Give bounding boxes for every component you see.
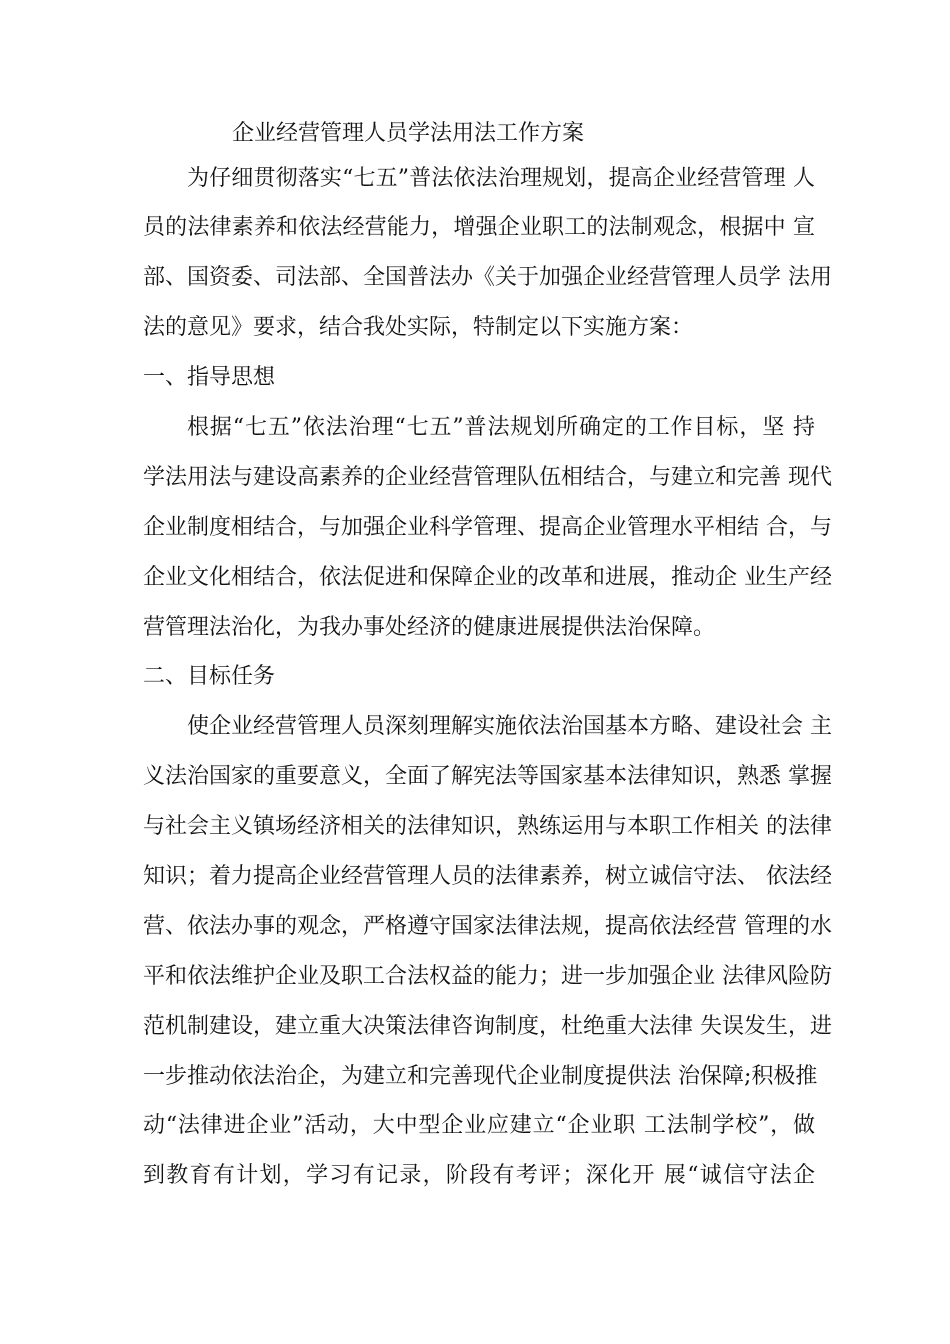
paragraph-line: 法的意见》要求，结合我处实际，特制定以下实施方案： <box>143 315 694 340</box>
document-title: 企业经营管理人员学法用法工作方案 <box>232 121 585 146</box>
paragraph-line: 义法治国家的重要意义，全面了解宪法等国家基本法律知识，熟悉 掌握 <box>143 764 832 789</box>
paragraph-line: 学法用法与建设高素养的企业经营管理队伍相结合，与建立和完善 现代 <box>143 465 832 490</box>
paragraph-line: 到教育有计划，学习有记录，阶段有考评；深化开 展“诚信守法企 <box>143 1163 815 1188</box>
paragraph-line: 范机制建设，建立重大决策法律咨询制度，杜绝重大法律 失误发生，进 <box>143 1014 832 1039</box>
paragraph-line: 营、依法办事的观念，严格遵守国家法律法规，提高依法经营 管理的水 <box>143 914 832 939</box>
paragraph-line: 知识；着力提高企业经营管理人员的法律素养，树立诚信守法、 依法经 <box>143 864 832 889</box>
paragraph-line: 企业制度相结合，与加强企业科学管理、提高企业管理水平相结 合，与 <box>143 515 832 540</box>
section-heading-objectives: 二、目标任务 <box>143 664 276 689</box>
paragraph-line: 员的法律素养和依法经营能力，增强企业职工的法制观念，根据中 宣 <box>143 215 815 240</box>
section-heading-guiding-ideology: 一、指导思想 <box>143 365 276 390</box>
paragraph-line: 动“法律进企业”活动，大中型企业应建立“企业职 工法制学校”，做 <box>143 1113 815 1138</box>
paragraph-line: 平和依法维护企业及职工合法权益的能力；进一步加强企业 法律风险防 <box>143 964 832 989</box>
paragraph-line: 部、国资委、司法部、全国普法办《关于加强企业经营管理人员学 法用 <box>143 265 832 290</box>
paragraph-line: 一步推动依法治企，为建立和完善现代企业制度提供法 治保障;积极推 <box>143 1064 818 1089</box>
paragraph-line: 根据“七五”依法治理“七五”普法规划所确定的工作目标，坚 持 <box>187 415 815 440</box>
paragraph-line: 与社会主义镇场经济相关的法律知识，熟练运用与本职工作相关 的法律 <box>143 814 832 839</box>
paragraph-line: 为仔细贯彻落实“七五”普法依法治理规划，提高企业经营管理 人 <box>187 166 815 191</box>
paragraph-line: 企业文化相结合，依法促进和保障企业的改革和进展，推动企 业生产经 <box>143 565 832 590</box>
paragraph-line: 使企业经营管理人员深刻理解实施依法治国基本方略、建设社会 主 <box>187 714 832 739</box>
paragraph-line: 营管理法治化，为我办事处经济的健康进展提供法治保障。 <box>143 615 716 640</box>
